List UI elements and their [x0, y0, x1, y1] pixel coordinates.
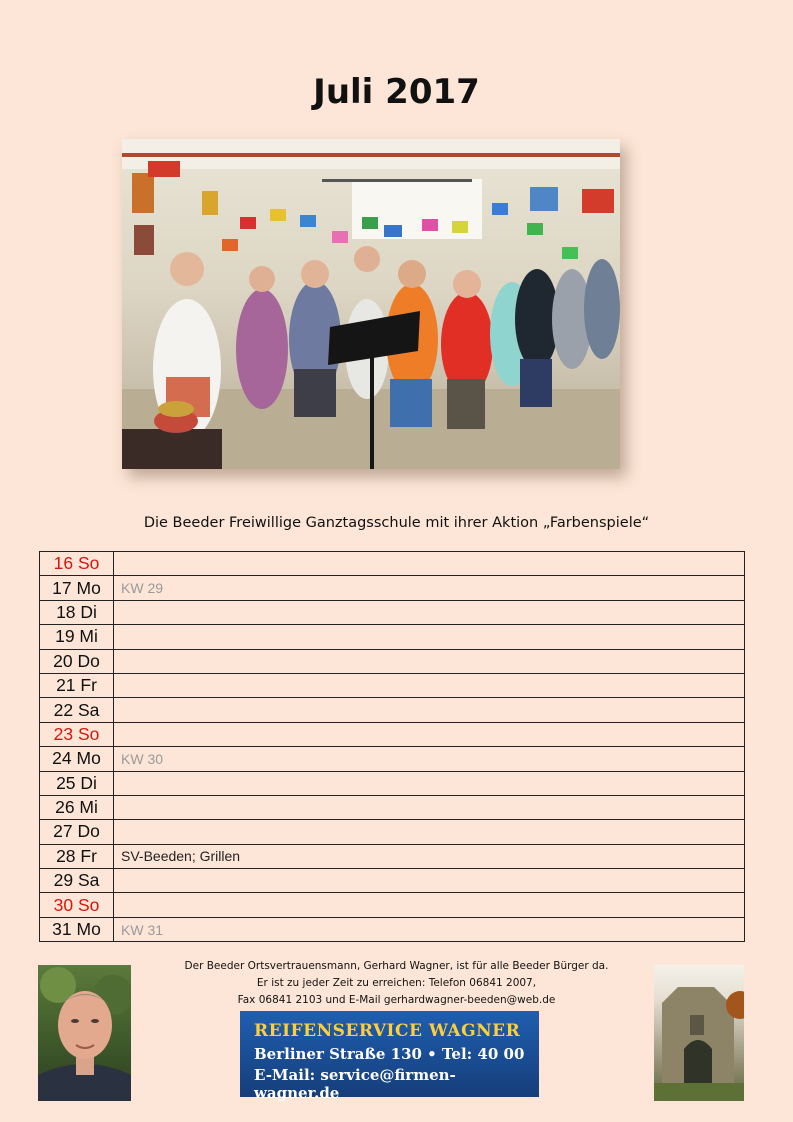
day-label: 20 Do	[40, 649, 114, 673]
calendar-row	[40, 673, 745, 697]
contact-line-2: Er ist zu jeder Zeit zu erreichen: Telefon 06841 2007,	[256, 977, 537, 989]
day-note	[114, 893, 745, 917]
day-label: 23 So	[40, 722, 114, 746]
calendar-row	[40, 917, 745, 941]
day-label: 31 Mo	[40, 917, 114, 941]
day-note	[114, 698, 745, 722]
day-label: 28 Fr	[40, 844, 114, 868]
day-label: 18 Di	[40, 600, 114, 624]
contact-info	[140, 958, 653, 1009]
calendar-row	[40, 722, 745, 746]
day-note	[114, 600, 745, 624]
day-label: 22 Sa	[40, 698, 114, 722]
calendar-row	[40, 649, 745, 673]
calendar-table	[39, 551, 745, 942]
week-number: KW 31	[114, 917, 745, 941]
calendar-row	[40, 893, 745, 917]
calendar-row	[40, 625, 745, 649]
day-note	[114, 552, 745, 576]
ad-email: E-Mail: service@firmen-wagner.de	[254, 1066, 456, 1102]
day-label: 29 Sa	[40, 869, 114, 893]
day-note: SV-Beeden; Grillen	[114, 844, 745, 868]
ad-address: Berliner Straße 130 • Tel: 40 00	[254, 1045, 525, 1063]
contact-line-1: Der Beeder Ortsvertrauensmann, Gerhard Wagner, ist für alle Beeder Bürger da.	[184, 960, 609, 972]
day-note	[114, 673, 745, 697]
day-label: 21 Fr	[40, 673, 114, 697]
calendar-row	[40, 600, 745, 624]
day-note	[114, 820, 745, 844]
week-number: KW 29	[114, 576, 745, 600]
chapel-ruin-photo	[654, 965, 744, 1101]
week-number: KW 30	[114, 747, 745, 771]
day-label: 19 Mi	[40, 625, 114, 649]
class-photo	[122, 139, 620, 469]
portrait-photo	[38, 965, 131, 1101]
contact-line-3: Fax 06841 2103 und E-Mail gerhardwagner-beeden@web.de	[237, 994, 556, 1006]
calendar-row	[40, 844, 745, 868]
day-note	[114, 771, 745, 795]
day-label: 25 Di	[40, 771, 114, 795]
ad-title: REIFENSERVICE WAGNER	[254, 1021, 521, 1041]
day-note	[114, 649, 745, 673]
day-label: 26 Mi	[40, 795, 114, 819]
tire-service-ad	[240, 1011, 539, 1102]
day-label: 30 So	[40, 893, 114, 917]
photo-caption: Die Beeder Freiwillige Ganztagsschule mit ihrer Aktion „Farbenspiele“	[143, 515, 650, 531]
calendar-row	[40, 771, 745, 795]
calendar-row	[40, 869, 745, 893]
calendar-row	[40, 576, 745, 600]
day-note	[114, 722, 745, 746]
day-label: 16 So	[40, 552, 114, 576]
day-label: 24 Mo	[40, 747, 114, 771]
calendar-row	[40, 820, 745, 844]
day-note	[114, 795, 745, 819]
day-label: 17 Mo	[40, 576, 114, 600]
day-label: 27 Do	[40, 820, 114, 844]
calendar-row	[40, 747, 745, 771]
page-title: Juli 2017	[313, 72, 480, 112]
day-note	[114, 869, 745, 893]
calendar-row	[40, 698, 745, 722]
day-note	[114, 625, 745, 649]
calendar-row	[40, 552, 745, 576]
calendar-row	[40, 795, 745, 819]
